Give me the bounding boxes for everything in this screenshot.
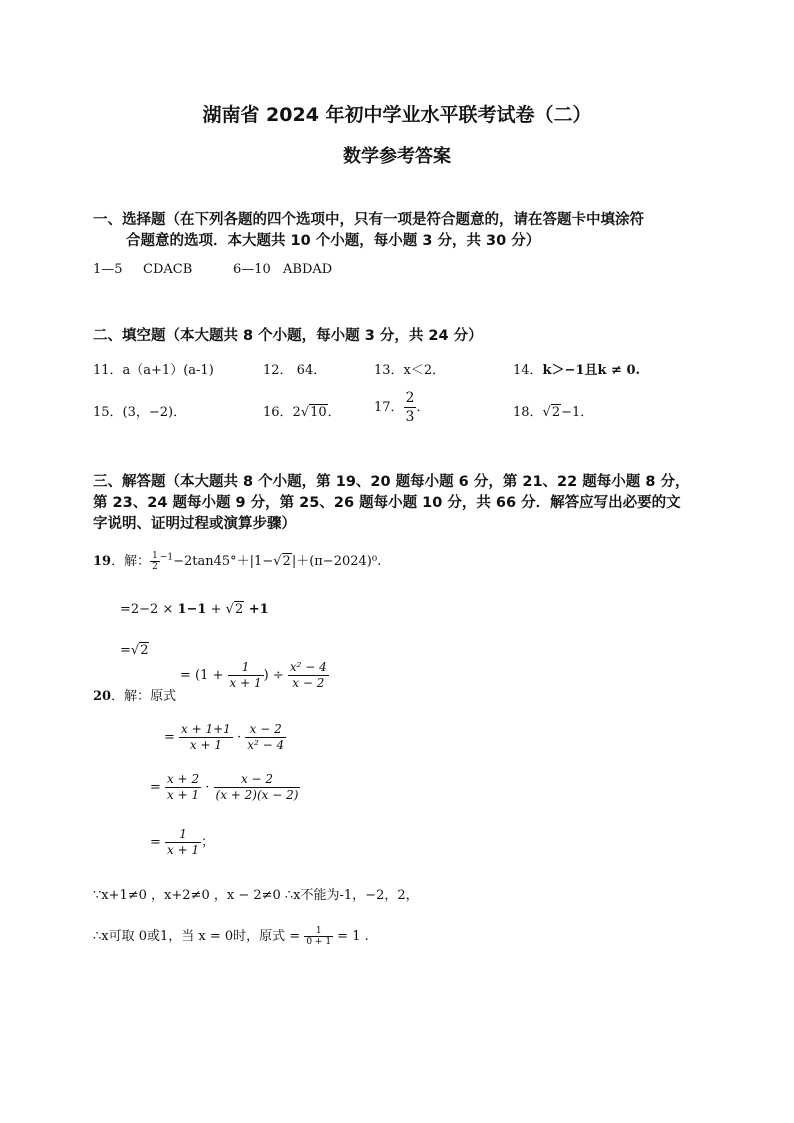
q20-conclusion-frac: [304, 926, 333, 947]
q20-line3: = $\frac{x + 2}{x + 1}$ · $\frac{x - 2}{(x + 2)(x - 2)}$: [150, 772, 299, 802]
answer-17: [374, 389, 429, 426]
fraction-denominator: 3: [405, 409, 415, 425]
mc-answers-2: ABDAD: [283, 262, 333, 277]
fraction-numerator: x + 1+1: [181, 722, 231, 736]
q19-exponent: −1: [159, 552, 174, 563]
fraction-denominator: x + 1: [229, 676, 262, 690]
q19-expression-part1: −2tan45°＋|1−: [173, 554, 274, 569]
fraction-denominator: x − 2: [288, 675, 329, 691]
q20-line4: [150, 827, 214, 858]
fraction-numerator: 1: [315, 926, 322, 936]
sqrt-symbol: √2: [542, 405, 561, 420]
q19-step1-c: +: [206, 602, 226, 617]
q19-problem: [93, 550, 381, 572]
answer-15: 15．(3，−2)．: [93, 405, 187, 420]
q20-line1-b: ) ÷: [263, 668, 288, 683]
fraction-numerator: 1: [152, 551, 158, 561]
mc-answers-1: CDACB: [143, 262, 193, 277]
q19-step1-a: =2−2 ×: [120, 602, 178, 617]
q20-line2-frac1: [179, 722, 233, 753]
fraction-denominator: x² − 4: [247, 738, 285, 752]
q19-intro: ．解：: [111, 554, 151, 569]
fraction-denominator: 0 + 1: [306, 937, 332, 947]
fraction-denominator: x + 1: [179, 737, 233, 753]
answer-18-number: 18．: [513, 405, 543, 420]
fraction-denominator: 2: [152, 562, 158, 572]
q20-intro: [93, 685, 176, 704]
section2-heading: 二、填空题（本大题共 8 个小题，每小题 3 分，共 24 分）: [93, 328, 483, 344]
q20-line4-a: =: [150, 835, 166, 850]
fraction-denominator: (x + 2)(x − 2): [215, 788, 299, 802]
answer-17-end: ．: [416, 400, 430, 415]
q20-line2-a: =: [164, 730, 180, 745]
q19-fraction: [150, 551, 160, 572]
q20-line3-frac2: [214, 772, 301, 803]
q20-label: 20: [93, 689, 112, 704]
q20-intro-text: ．解：原式: [111, 689, 177, 704]
sqrt-symbol: √2: [273, 554, 291, 569]
section1-heading-line2: 合题意的选项．本大题共 10 个小题，每小题 3 分，共 30 分）: [126, 233, 541, 249]
answer-14: [513, 359, 640, 378]
q20-line1-a: = (1 +: [180, 668, 228, 683]
fraction-numerator: 2: [405, 390, 415, 406]
q19-step1-radicand: 2: [234, 602, 244, 617]
mc-range-1: 1—5: [93, 262, 123, 277]
sqrt-symbol: √10: [300, 405, 327, 420]
answer-16: [263, 401, 341, 420]
answer-16-end: ．: [327, 405, 341, 420]
q20-line1-frac1: [228, 660, 264, 691]
q19-step1: [120, 602, 269, 617]
answer-11: 11．a（a+1）(a-1): [93, 363, 214, 378]
sqrt-symbol: √2: [225, 602, 244, 617]
q20-line1-frac2: [288, 660, 329, 691]
answer-17-fraction: [404, 389, 417, 426]
section3-heading-line2: 第 23、24 题每小题 9 分，第 25、26 题每小题 10 分，共 66 分．解答应写出必要的文: [93, 495, 681, 511]
answer-17-number: 17．: [374, 400, 404, 415]
fraction-denominator: x + 1: [167, 843, 200, 857]
answer-16-number: 16．2: [263, 405, 301, 420]
q20-conclusion: [93, 925, 369, 947]
q19-label: 19: [93, 554, 112, 569]
fraction-numerator: x − 2: [249, 722, 282, 736]
q20-conclusion-b: = 1 .: [333, 929, 369, 944]
q20-line4-frac: [165, 827, 201, 858]
q20-line2: = $\frac{x + 1+1}{x + 1}$ · $\frac{x - 2}{\text{x² − 4}}$: [164, 722, 285, 752]
q20-line4-end: ；: [201, 835, 215, 850]
q19-radicand: 2: [282, 554, 291, 569]
answer-14-number: 14．: [513, 363, 543, 378]
q20-line3-frac1: [165, 772, 201, 803]
answer-16-radicand: 10: [310, 405, 327, 420]
fraction-numerator: x − 2: [240, 772, 274, 786]
q20-line3-a: =: [150, 780, 166, 795]
section1-heading-line1: 一、选择题（在下列各题的四个选项中，只有一项是符合题意的，请在答题卡中填涂符: [93, 212, 644, 228]
mc-range-2: 6—10: [233, 262, 271, 277]
section3-heading-line1: 三、解答题（本大题共 8 个小题，第 19、20 题每小题 6 分，第 21、22 题每小题 8 分，: [93, 474, 690, 490]
q19-step1-d: +1: [244, 602, 269, 617]
fraction-numerator: x + 2: [167, 772, 200, 786]
answer-18-radicand: 2: [551, 405, 561, 420]
page-title: 湖南省 2024 年初中学业水平联考试卷（二）: [202, 104, 592, 126]
answer-18: [513, 401, 593, 420]
q20-line1: [180, 660, 329, 691]
fraction-numerator: 1: [179, 827, 187, 841]
answer-13: 13．x＜2．: [374, 363, 446, 378]
page-subtitle: 数学参考答案: [343, 146, 451, 167]
q20-condition: ∵x+1≠0 ，x+2≠0 ，x − 2≠0 ∴x不能为-1，−2，2，: [93, 888, 419, 903]
fraction-numerator: 1: [241, 660, 250, 674]
q20-conclusion-a: ∴x可取 0或1，当 x = 0时，原式 =: [93, 929, 305, 944]
q20-line2-frac2: [245, 722, 286, 753]
sqrt-symbol: √2: [130, 643, 149, 658]
answer-18-end: −1．: [561, 405, 594, 420]
q19-step2: [120, 643, 149, 658]
section3-heading-line3: 字说明、证明过程或演算步骤）: [93, 516, 296, 532]
q19-step2-radicand: 2: [140, 643, 149, 658]
answer-14-value: k＞−1且k ≠ 0.: [542, 363, 641, 378]
fraction-denominator: x + 1: [167, 788, 200, 802]
q19-expression-part2: |＋(π−2024)⁰.: [291, 554, 382, 569]
fraction-numerator: x² − 4: [289, 660, 327, 674]
q19-step2-a: =: [120, 643, 131, 658]
q19-step1-b: 1−1: [177, 602, 207, 617]
answer-12: 12． 64．: [263, 363, 327, 378]
